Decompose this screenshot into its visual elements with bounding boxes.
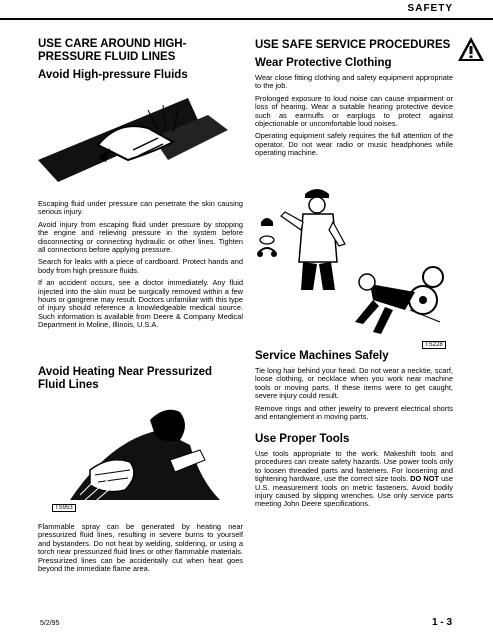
heading-line-1: Avoid Heating Near Pressurized bbox=[38, 366, 213, 378]
left-main-heading bbox=[38, 38, 243, 64]
paragraph: Avoid injury from escaping fluid under pressure by stopping the engine and relieving pressure in the system before disconnecting or connecting hydraulic or other lines. Tighten all connections before applying pressure. bbox=[38, 219, 243, 255]
heading-line-2: Fluid Lines bbox=[38, 379, 99, 391]
figure-label-text: TS953 bbox=[52, 504, 76, 512]
paragraph: Tie long hair behind your head. Do not wear a necktie, scarf, loose clothing, or necklace when you work near machine tools or moving parts. If these items were to get caught, severe injury could result. bbox=[255, 366, 453, 401]
sub-heading-service-machines: Service Machines Safely bbox=[255, 350, 389, 362]
sub-heading-heating bbox=[38, 366, 243, 392]
paragraph: Wear close fitting clothing and safety equipment appropriate to the job. bbox=[255, 73, 453, 91]
paragraph: Search for leaks with a piece of cardboard. Protect hands and body from high pressure fluids. bbox=[38, 257, 243, 275]
header-rule bbox=[0, 18, 493, 20]
paragraph: If an accident occurs, see a doctor immediately. Any fluid injected into the skin must be surgically removed within a few hours or gangrene may result. Doctors unfamiliar with this type of injury should reference a knowledgeable medical source. Such information is available from Deere & Company Medical Department in Moline, Illinois, U.S.A. bbox=[38, 278, 243, 330]
paragraph-part: use U.S. measurement tools on metric fasteners. Avoid bodily injury caused by slipping wrenches. Use only service parts meeting John Deere specifications. bbox=[255, 474, 453, 509]
figure-label-ts953 bbox=[52, 496, 76, 514]
paragraph: Prolonged exposure to loud noise can cause impairment or loss of hearing. Wear a suitable hearing protective device such as earmuffs or earplugs to protect against objectionable or uncomfortable loud noises. bbox=[255, 93, 453, 129]
left-paragraphs-2 bbox=[38, 523, 243, 577]
paragraph: Escaping fluid under pressure can penetrate the skin causing serious injury. bbox=[38, 199, 243, 217]
right-paragraphs-1 bbox=[255, 74, 453, 162]
footer-date: 5/2/95 bbox=[40, 620, 60, 627]
heading-line-2: PRESSURE FLUID LINES bbox=[38, 51, 176, 63]
right-main-heading: USE SAFE SERVICE PROCEDURES bbox=[255, 39, 451, 51]
section-title: SAFETY bbox=[407, 3, 453, 14]
right-paragraphs-2 bbox=[255, 367, 453, 425]
paragraph: Flammable spray can be generated by heating near pressurized fluid lines, resulting in severe burns to yourself and bystanders. Do not heat by welding, soldering, or using a torch near pressurized fluid lines or other flammable materials. Pressurized lines can be accidentally cut when heat goes beyond the immediate flame area. bbox=[38, 522, 243, 574]
sub-heading-proper-tools: Use Proper Tools bbox=[255, 433, 350, 445]
paragraph: Operating equipment safely requires the full attention of the operator. Do not wear radio or music headphones while operating machine. bbox=[255, 131, 453, 158]
paragraph bbox=[255, 450, 453, 509]
figure-label-text: TS228 bbox=[422, 341, 446, 349]
entanglement-illustration bbox=[355, 267, 443, 334]
hand-pressure-fluid-illustration bbox=[38, 90, 243, 188]
figure-label-ts228 bbox=[422, 333, 446, 351]
paragraph-part: Use tools appropriate to the work. Makeshift tools and procedures can create safety hazards. Use power tools only to loosen threaded parts and fasteners. For loosening and tightening hardware, use the correct size tools. bbox=[255, 449, 453, 484]
warning-triangle-icon bbox=[457, 36, 485, 62]
page-number: 1 - 3 bbox=[432, 617, 453, 628]
paragraph-emphasis: DO NOT bbox=[410, 474, 439, 484]
heading-line-1: USE CARE AROUND HIGH- bbox=[38, 38, 187, 50]
protective-clothing-illustration bbox=[255, 182, 453, 342]
sub-heading-high-pressure: Avoid High-pressure Fluids bbox=[38, 69, 188, 81]
paragraph: Remove rings and other jewelry to prevent electrical shorts and entanglement in moving parts. bbox=[255, 403, 453, 422]
sub-heading-protective-clothing: Wear Protective Clothing bbox=[255, 57, 392, 69]
right-paragraphs-3 bbox=[255, 450, 453, 513]
welding-heat-illustration bbox=[50, 400, 230, 512]
left-paragraphs-1 bbox=[38, 200, 243, 334]
